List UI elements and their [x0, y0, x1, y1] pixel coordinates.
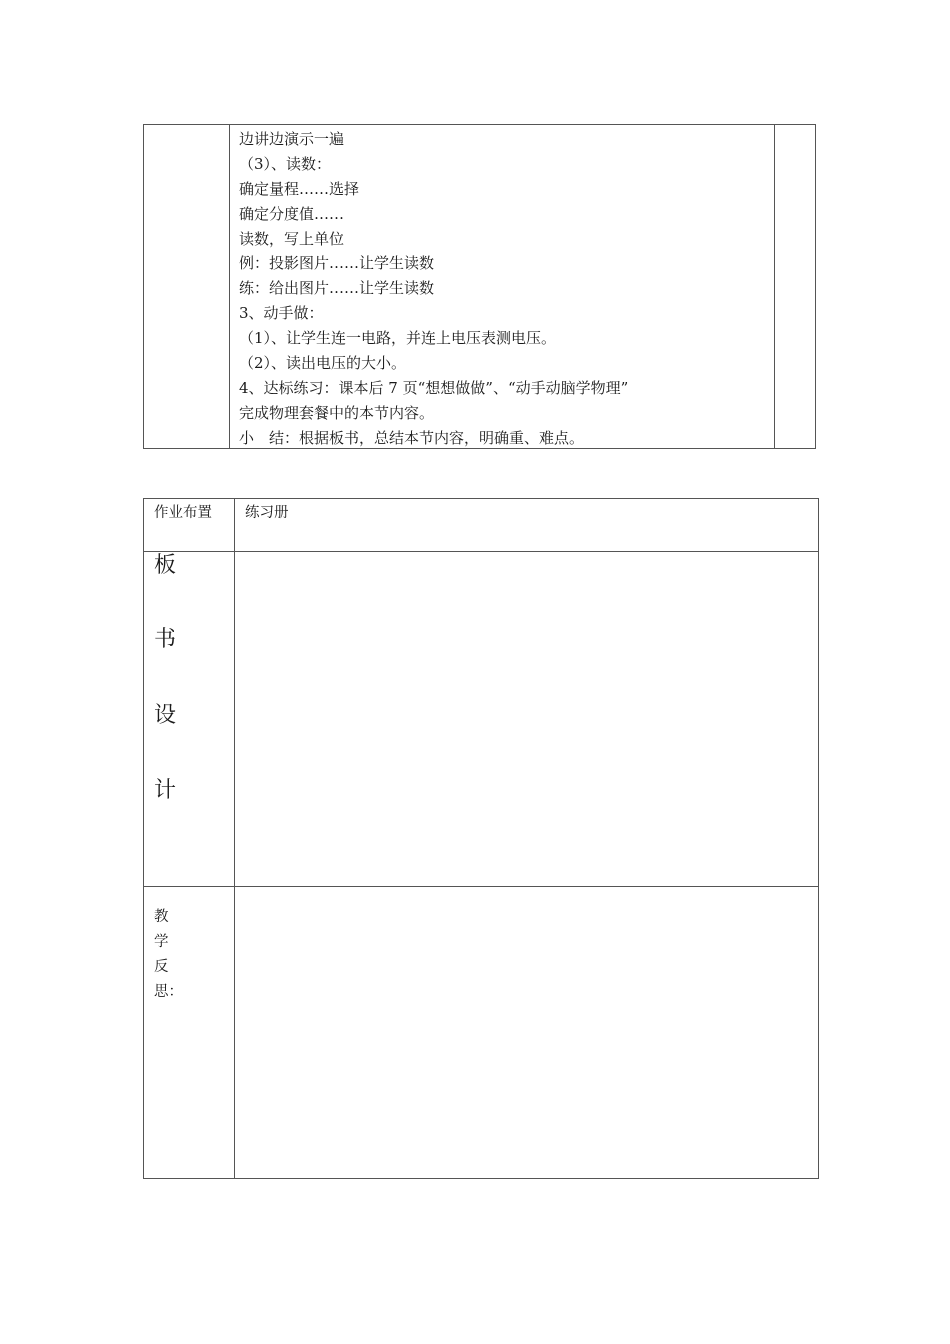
- reflection-char: 思：: [154, 984, 183, 1000]
- label-column-divider: [234, 499, 235, 1178]
- row-divider-board: [144, 886, 818, 887]
- process-line: 练：给出图片……让学生读数: [239, 279, 435, 298]
- board-design-char: 书: [154, 627, 177, 652]
- reflection-char: 学: [154, 934, 169, 950]
- column-divider-left: [229, 125, 230, 448]
- lesson-process-content: [239, 127, 759, 451]
- process-line: 小 结：根据板书，总结本节内容，明确重、难点。: [239, 428, 585, 447]
- lesson-process-table: [143, 124, 816, 449]
- process-line: 完成物理套餐中的本节内容。: [239, 403, 435, 422]
- homework-label: 作业布置: [154, 505, 212, 521]
- process-line: 确定量程……选择: [239, 179, 360, 198]
- process-line: 读数，写上单位: [239, 229, 345, 248]
- reflection-char: 教: [154, 909, 169, 925]
- process-line: 例：投影图片……让学生读数: [239, 254, 435, 273]
- board-design-char: 计: [154, 778, 177, 803]
- process-line: （3）、读数：: [239, 154, 332, 173]
- row-divider-homework: [144, 551, 818, 552]
- board-design-char: 设: [154, 703, 177, 728]
- process-line: 3、动手做：: [239, 304, 324, 323]
- column-divider-right: [774, 125, 775, 448]
- process-line: 确定分度值……: [239, 204, 345, 223]
- board-design-char: 板: [154, 553, 177, 578]
- process-line: （2）、读出电压的大小。: [239, 354, 407, 373]
- lesson-summary-table: [143, 498, 819, 1179]
- homework-value: 练习册: [245, 505, 289, 521]
- process-line: （1）、让学生连一电路，并连上电压表测电压。: [239, 329, 557, 348]
- process-line: 边讲边演示一遍: [239, 130, 345, 148]
- process-line: 4、达标练习：课本后 7 页“想想做做”、“动手动脑学物理”: [239, 378, 629, 397]
- reflection-char: 反: [154, 959, 169, 975]
